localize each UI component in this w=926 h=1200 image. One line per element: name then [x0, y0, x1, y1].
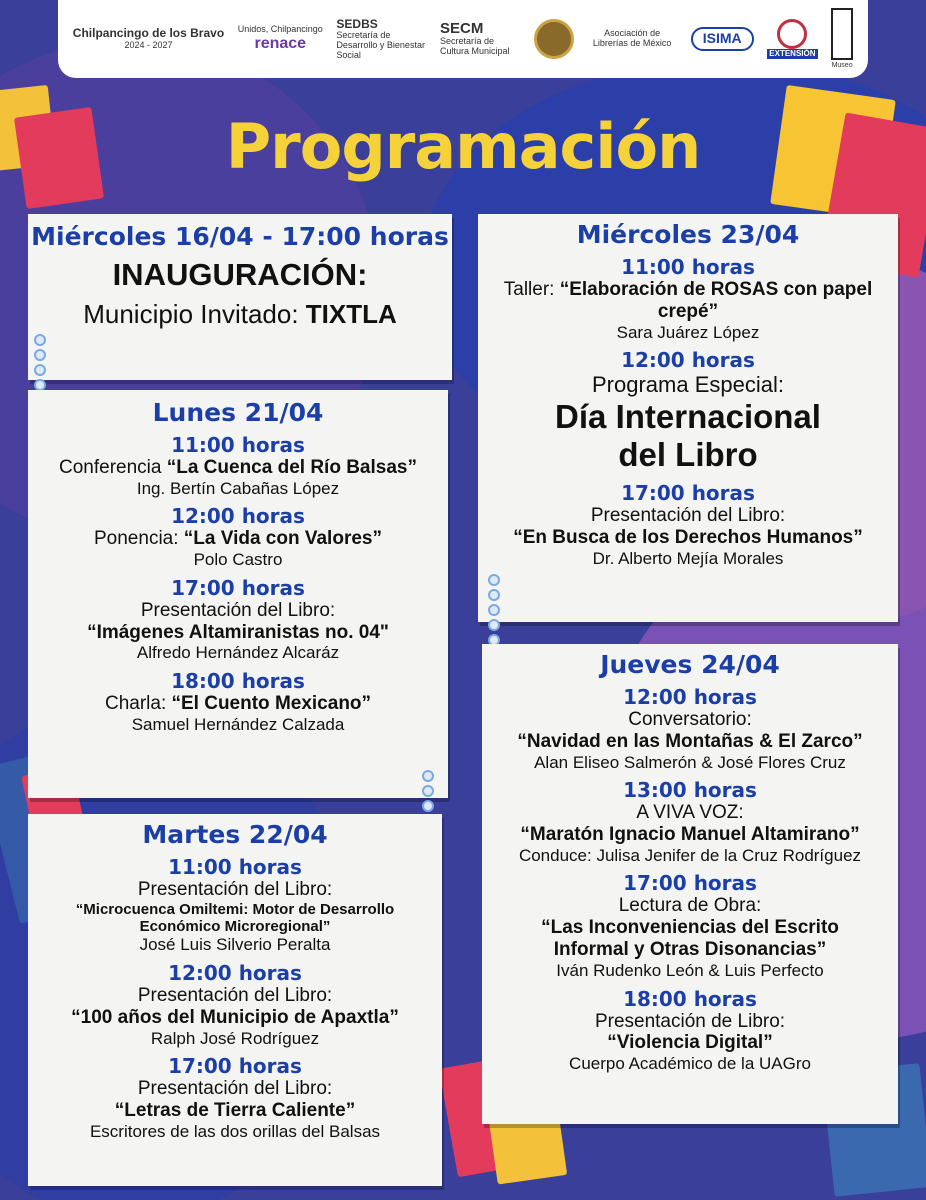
- event-person: Escritores de las dos orillas del Balsas: [89, 1121, 381, 1141]
- event-time: 18:00 horas: [623, 986, 757, 1011]
- event-time: 17:00 horas: [623, 871, 757, 896]
- card-martes: [28, 814, 442, 1186]
- logo-bar: [58, 0, 868, 78]
- event-time: 12:00 horas: [171, 504, 305, 529]
- event-person: Ing. Bertín Cabañas López: [136, 478, 340, 498]
- event-description: Ponencia: “La Vida con Valores”: [94, 528, 382, 550]
- event-description: Lectura de Obra:: [618, 895, 762, 917]
- logo-secm: SECM Secretaría de Cultura Municipal: [440, 19, 510, 57]
- event-time: 18:00 horas: [171, 669, 305, 694]
- inaug-title: INAUGURACIÓN:: [112, 257, 368, 292]
- event-title: “100 años del Municipio de Apaxtla”: [71, 1006, 399, 1028]
- event-time: 12:00 horas: [168, 960, 302, 985]
- event-title: “Imágenes Altamiranistas no. 04": [87, 621, 389, 643]
- event-title: “Maratón Ignacio Manuel Altamirano”: [520, 824, 860, 846]
- day-heading: Miércoles 23/04: [576, 220, 800, 249]
- event-description: Presentación del Libro:: [137, 984, 333, 1006]
- event-person: Samuel Hernández Calzada: [131, 714, 345, 734]
- event-time: 17:00 horas: [168, 1054, 302, 1079]
- event-person: Polo Castro: [193, 550, 283, 570]
- day-heading: Miércoles 16/04 - 17:00 horas: [31, 222, 449, 251]
- card-miercoles-23: [478, 214, 898, 622]
- event-title: “Las Inconveniencias del Escrito Informal y Otras Disonancias”: [541, 917, 839, 961]
- event-title: “Letras de Tierra Caliente”: [114, 1099, 356, 1121]
- event-person: Conduce: Julisa Jenifer de la Cruz Rodríguez: [518, 845, 862, 865]
- logo-museo: Museo: [831, 8, 853, 70]
- card-inauguracion: [28, 214, 452, 380]
- card-lunes: [28, 390, 448, 798]
- event-description: Conferencia “La Cuenca del Río Balsas”: [59, 457, 417, 478]
- event-description: Presentación del Libro:: [140, 599, 336, 621]
- event-description: Charla: “El Cuento Mexicano”: [104, 693, 372, 715]
- page-title: Programación: [225, 110, 701, 183]
- event-description: Taller: “Elaboración de ROSAS con papel crepé”: [503, 279, 873, 322]
- logo-seal: [534, 19, 574, 59]
- event-time: 12:00 horas: [621, 348, 755, 373]
- event-title: “En Busca de los Derechos Humanos”: [513, 527, 863, 549]
- event-person: José Luis Silverio Peralta: [139, 935, 331, 955]
- event-person: Iván Rudenko León & Luis Perfecto: [556, 961, 824, 980]
- event-person: Ralph José Rodríguez: [150, 1028, 320, 1048]
- event-description: Presentación del Libro:: [137, 879, 333, 900]
- logo-isima: ISIMA: [691, 27, 754, 50]
- event-person: Cuerpo Académico de la UAGro: [569, 1054, 811, 1074]
- event-title: “Violencia Digital”: [607, 1032, 773, 1054]
- day-heading: Jueves 24/04: [600, 650, 780, 679]
- event-time: 11:00 horas: [171, 433, 305, 457]
- event-time: 17:00 horas: [621, 481, 755, 506]
- event-person: Dr. Alberto Mejía Morales: [592, 549, 784, 569]
- event-person: Alan Eliseo Salmerón & José Flores Cruz: [534, 752, 846, 772]
- event-time: 12:00 horas: [623, 685, 757, 709]
- event-description: Presentación de Libro:: [594, 1010, 786, 1032]
- event-title: “Microcuenca Omiltemi: Motor de Desarrollo Económico Microregional”: [75, 900, 395, 936]
- card-jueves: [482, 644, 898, 1124]
- day-heading: Lunes 21/04: [152, 398, 324, 427]
- logo-extension: EXTENSIÓN: [767, 19, 817, 60]
- logo-renace: Unidos, Chilpancingo renace: [237, 24, 323, 53]
- logo-sedbs: SEDBS Secretaría de Desarrollo y Bienestar Social: [336, 16, 425, 60]
- event-description: Programa Especial:: [592, 372, 784, 398]
- event-person: Sara Juárez López: [616, 322, 760, 342]
- logo-librerias: Asociación de Librerías de México: [592, 28, 672, 48]
- event-time: 17:00 horas: [171, 575, 305, 600]
- event-person: Alfredo Hernández Alcaráz: [136, 643, 340, 663]
- event-description: Presentación del Libro:: [590, 505, 786, 527]
- event-time: 11:00 horas: [168, 855, 302, 879]
- event-description: Conversatorio:: [628, 709, 752, 730]
- event-description: A VIVA VOZ:: [636, 802, 744, 824]
- day-heading: Martes 22/04: [142, 820, 328, 849]
- event-time: 11:00 horas: [621, 255, 755, 279]
- inaug-subtitle: Municipio Invitado: TIXTLA: [83, 299, 397, 329]
- event-title-special: Día Internacional del Libro: [555, 397, 821, 474]
- logo-chilpancingo: Chilpancingo de los Bravo 2024 - 2027: [72, 26, 225, 50]
- event-time: 13:00 horas: [623, 778, 757, 803]
- event-description: Presentación del Libro:: [137, 1078, 333, 1100]
- event-title: “Navidad en las Montañas & El Zarco”: [517, 730, 863, 752]
